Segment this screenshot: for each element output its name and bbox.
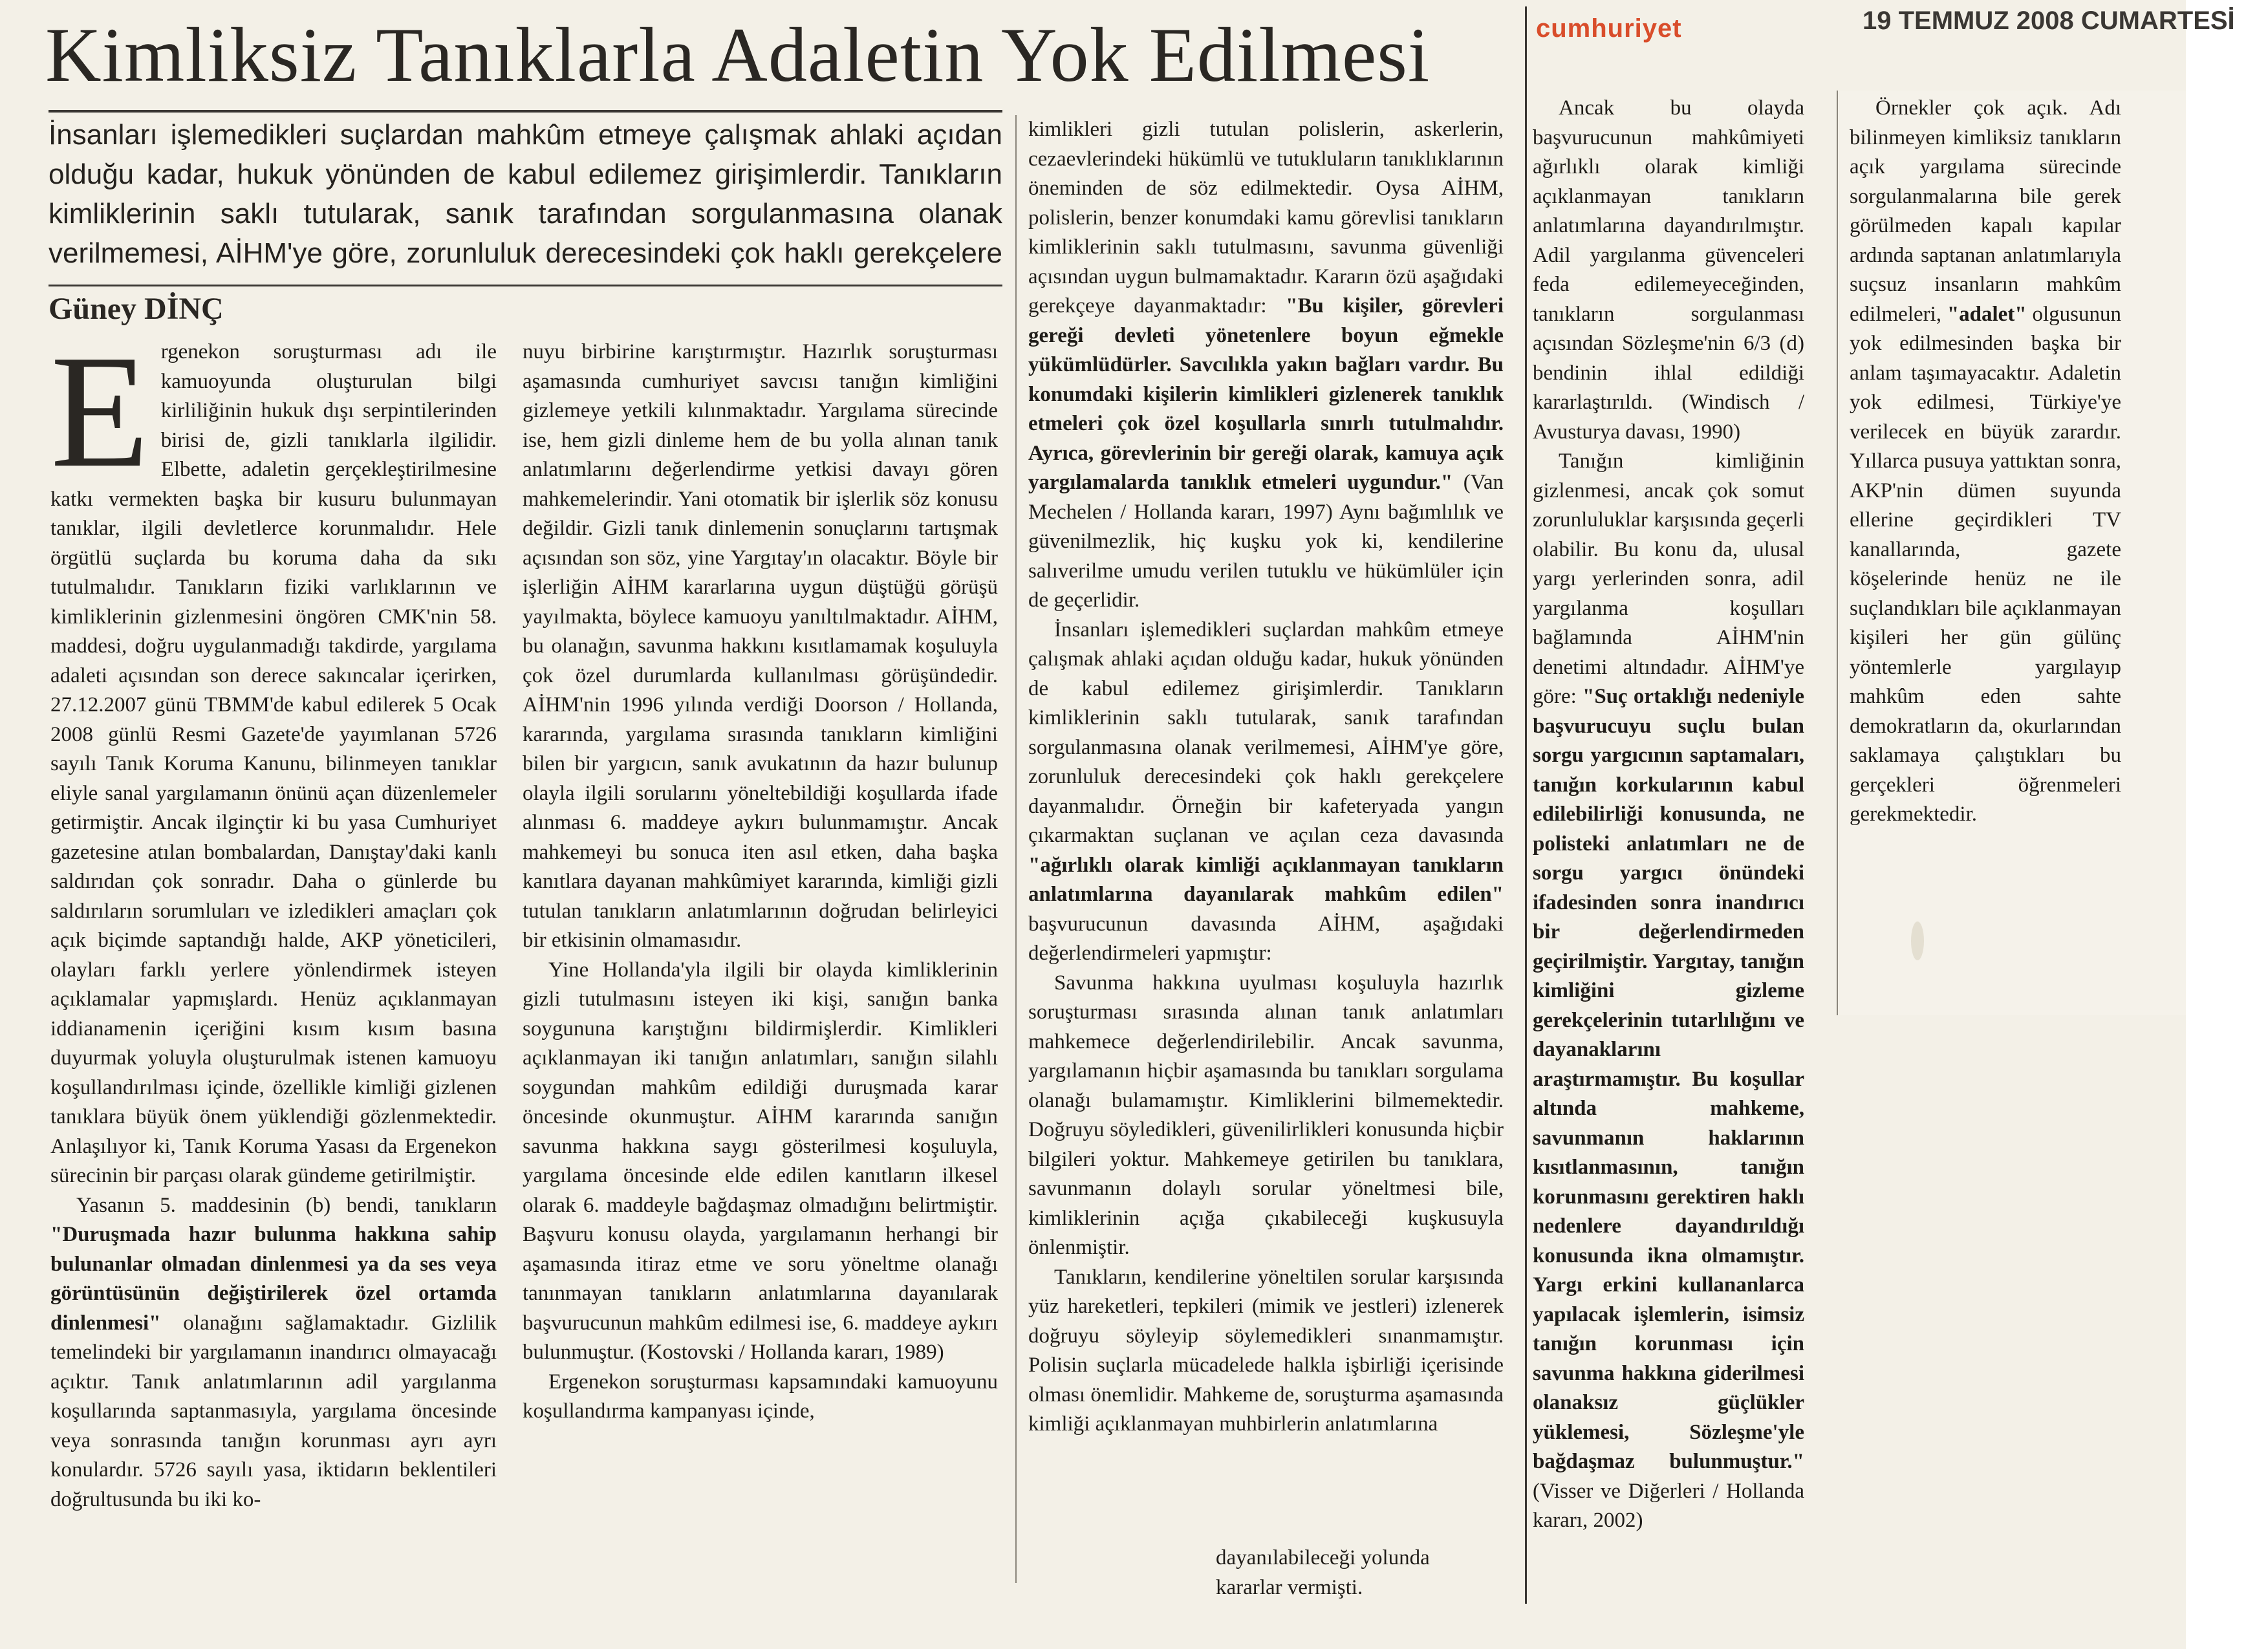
paragraph	[50, 1191, 497, 1515]
paper-smudge	[1911, 921, 1924, 960]
column-divider	[1837, 91, 1838, 1015]
paragraph-text: (Visser ve Diğerleri / Hollanda kararı, 2002)	[1533, 1479, 1804, 1532]
author-byline: Güney DİNÇ	[49, 292, 224, 326]
paragraph	[1850, 94, 2121, 830]
text-column-3	[1028, 115, 1504, 1538]
paragraph: nuyu birbirine karıştırmıştır. Hazırlık soruşturması aşamasında cumhuriyet savcısı tanığın kimliğini gizlemeye yetkili kılınmaktadır. Yargılama sürecinde ise, hem gizli dinleme hem de bu yolla alınan tanık anlatımlarını değerlendirme yetkisi davayı gören mahkemelerindir. Yani otomatik bir işlerlik söz konusu değildir. Gizli tanık dinlemenin sonuçlarını tartışmak açısından son söz, yine Yargıtay'ın olacaktır. Böyle bir işlerliğin AİHM kararlarına uygun düştüğü görüşü yayılmakta, böylece kamuoyu yanıltılmaktadır. AİHM, bu olanağın, savunma hakkını kısıtlamamak koşuluyla çok özel durumlarda kullanılması görüşündedir. AİHM'nin 1996 yılında verdiği Doorson / Hollanda, kararında, yargılama sırasında tanıkların kimliğini bilen bir yargıcın, sanık avukatının da hazır bulunup olayla ilgili sorularını yöneltebildiği koşullarda ifade alınması 6. maddeye aykırı bulunmamıştır. Ancak mahkemeyi bu sonuca iten asıl etken, daha başka kanıtlara dayanan mahkûmiyet kararında, kimliği gizli tutulan tanıkların anlatımlarının doğrudan belirleyici bir etkisinin olmamasıdır.	[523, 340, 998, 952]
column-divider	[1015, 115, 1017, 1583]
paragraph: Savunma hakkına uyulması koşuluyla hazırlık soruşturması sırasında alınan tanık anlatımları mahkemece değerlendirilebilir. Ancak savunma, yargılamanın hiçbir aşamasında bu tanıkları sorgulama olanağı bulamamıştır. Kimliklerini bilmemektedir. Doğruyu söyledikleri, güvenilirlikleri konusunda hiçbir bilgileri yoktur. Mahkemeye getirilen bu tanıklara, savunmanın dolaylı sorular yöneltmesi bile, kimliklerinin açığa çıkabileceği kuşkusuyla önlenmiştir.	[1028, 971, 1504, 1259]
paragraph: Yine Hollanda'yla ilgili bir olayda kimliklerinin gizli tutulmasını isteyen iki kişi, sanığın banka soygununa karıştığını bildirmişlerdir. Kimlikleri açıklanmayan iki tanığın anlatımları, sanığın silahlı soygundan mahkûm edildiği duruşmada karar öncesinde okunmuştur. AİHM kararında sanığın savunma hakkına saygı gösterilmesi koşuluyla, yargılama öncesinde elde edilen kanıtların ilkesel olarak 6. maddeyle bağdaşmaz olmadığını belirtmiştir. Başvuru konusu olayda, yargılamanın herhangi bir aşamasında itiraz etme ve soru yöneltme olanağı tanınmayan tanıkların anlatımlarına dayanılarak başvurucunun mahkûm edilmesi ise, 6. maddeye aykırı bulunmuştur. (Kostovski / Hollanda kararı, 1989)	[523, 958, 998, 1364]
paragraph-text: rgenekon soruşturması adı ile kamuoyunda oluşturulan bilgi kirliliğinin hukuk dışı serpintilerinden birisi de, gizli tanıklarla ilgilidir. Elbette, adaletin gerçekleştirilmesine katkı vermekten başka bir kusuru bulunmayan tanıklar, ilgili devletlerce korunmalıdır. Hele örgütlü suçlarda bu koruma daha da sıkı tutulmalıdır. Tanıkların fiziki varlıklarının ve kimliklerinin gizlenmesini öngören CMK'nin 58. maddesi, doğru uygulanmadığı takdirde, yargılama adaleti açısından son derece sakıncalar içerirken, 27.12.2007 günü TBMM'de kabul edilerek 5 Ocak 2008 günlü Resmi Gazete'de yayımlanan 5726 sayılı Tanık Koruma Kanunu, bilinmeyen tanıklar eliyle sanal yargılamanın önünü açan düzenlemeler getirmiştir. Ancak ilginçtir ki bu yasa Cumhuriyet gazetesine atılan bombalardan, Danıştay'daki kanlı saldırıdan çok sonradır. Daha o günlerde bu saldırıların sorumluları ve izledikleri amaçları çok açık biçimde saptandığı halde, AKP yöneticileri, olayları farklı yerlere yönlendirmek isteyen açıklamalar yapmışlardı. Henüz açıklanmayan iddianamenin içeriğini kısım kısım basına duyurmak yoluyla oluşturulmak istenen kamuoyu koşullandırılması içinde, özellikle kimliği gizlenen tanıklara büyük önem yüklendiği gözlenmektedir. Anlaşılıyor ki, Tanık Koruma Yasası da Ergenekon sürecinin bir parçası olarak gündeme getirilmiştir.	[50, 340, 497, 1187]
paragraph: Ancak bu olayda başvurucunun mahkûmiyeti ağırlıklı olarak kimliği açıklanmayan tanıkların anlatımlarına dayandırılmıştır. Adil yargılanma güvenceleri feda edilemeyeceğinden, tanıkların sorgulanması açısından Sözleşme'nin 6/3 (d) bendinin ihlal edildiği kararlaştırıldı. (Windisch / Avusturya davası, 1990)	[1533, 96, 1804, 444]
article-headline: Kimliksiz Tanıklarla Adaletin Yok Edilmesi	[45, 12, 1431, 98]
paragraph	[1533, 447, 1804, 1536]
text-column-5	[1850, 94, 2121, 889]
paragraph	[1028, 115, 1504, 616]
paragraph	[1028, 616, 1504, 969]
paragraph	[50, 338, 497, 1191]
paragraph: dayanılabileceği yolunda kararlar vermişti.	[1216, 1546, 1430, 1599]
paragraph-text: Tanığın kimliğinin gizlenmesi, ancak çok somut zorunluluklar karşısında geçerli olabilir. Bu konu da, ulusal yargı yerlerinden sonra, adil yargılanma koşulları bağlamında AİHM'nin denetimi altındadır. AİHM'ye göre:	[1533, 449, 1804, 708]
paragraph: Ergenekon soruşturması kapsamındaki kamuoyunu koşullandırma kampanyası içinde,	[523, 1370, 998, 1423]
text-column-4	[1533, 94, 1804, 1600]
paragraph-text: kimlikleri gizli tutulan polislerin, askerlerin, cezaevlerindeki hükümlü ve tutukluların tanıklıklarının öneminden de söz edilmektedir. Oysa AİHM, polislerin, benzer konumdaki kamu görevlisi tanıkların kimliklerinin saklı tutulmasını, savunma güvenliği açısından uygun bulmamaktadır. Kararın özü aşağıdaki gerekçeye dayanmaktadır:	[1028, 118, 1504, 318]
paragraph-text: olanağını sağlamaktadır. Gizlilik temelindeki bir yargılamanın inandırıcı olmayacağı açıktır. Tanık anlatımlarının adil yargılanma koşullarında saptanmasıyla, yargılama öncesinde veya sonrasında tanığın korunması ayrı ayrı konulardır. 5726 sayılı yasa, iktidarın beklentileri doğrultusunda bu iki ko-	[50, 1311, 497, 1511]
issue-date: 19 TEMMUZ 2008 CUMARTESİ	[1863, 6, 2235, 35]
newspaper-logo: cumhuriyet	[1536, 14, 1682, 43]
paragraph-text: başvurucunun davasında AİHM, aşağıdaki değerlendirmeleri yapmıştır:	[1028, 912, 1504, 965]
paragraph-text: Örnekler çok açık. Adı bilinmeyen kimliksiz tanıkların açık yargılama sürecinde sorgulanmalarına bile gerek görülmeden kapalı kapılar ardında saptanan anlatımlarıyla suçsuz insanların mahkûm edilmeleri,	[1850, 96, 2121, 326]
lead-rule	[49, 285, 1002, 286]
quote-bold: "ağırlıklı olarak kimliği açıklanmayan tanıkların anlatımlarına dayanılarak mahkûm edilen"	[1028, 853, 1504, 906]
quote-bold: "adalet"	[1947, 302, 2027, 326]
quote-bold: "Suç ortaklığı nedeniyle başvurucuyu suçlu bulan sorgu yargıcının saptamaları, tanığın korkularının kabul edilebilirliği konusunda, ne polisteki anlatımları ne de sorgu yargıcı önündeki ifadesinden sonra inandırıcı bir değerlendirmeden geçirilmiştir. Yargıtay, tanığın kimliğini gizleme gerekçelerinin tutarlılığını ve dayanaklarını araştırmamıştır. Bu koşullar altında mahkeme, savunmanın haklarının kısıtlanmasının, tanığın korunmasını gerektiren haklı nedenlere dayandırıldığı konusunda ikna olmamıştır. Yargı erkini kullananlarca yapılacak işlemlerin, isimsiz tanığın korunması için savunma hakkına giderilmesi olanaksız güçlükler yüklemesi, Sözleşme'yle bağdaşmaz bulunmuştur."	[1533, 685, 1804, 1473]
paragraph-text: İnsanları işlemedikleri suçlardan mahkûm etmeye çalışmak ahlaki açıdan olduğu kadar, hukuk yönünden de kabul edilemez girişimlerdir. Tanıkların kimliklerinin saklı tutularak, sanık tarafından sorgulanmasına olanak verilmemesi, AİHM'ye göre, zorunluluk derecesindeki çok haklı gerekçelere dayanmalıdır. Örneğin bir kafeteryada yangın çıkarmaktan suçlanan ve açılan ceza davasında	[1028, 618, 1504, 847]
article-lead: İnsanları işlemedikleri suçlardan mahkûm etmeye çalışmak ahlaki açıdan olduğu kadar, hukuk yönünden de kabul edilemez girişimlerdir. Tanıkların kimliklerinin saklı tutularak, sanık tarafından sorgulanmasına olanak verilmemesi, AİHM'ye göre, zorunluluk derecesindeki çok haklı gerekçelere	[49, 119, 1002, 269]
paragraph-text: Yasanın 5. maddesinin (b) bendi, tanıkların	[76, 1193, 497, 1217]
headline-rule	[49, 110, 1002, 113]
text-column-1	[50, 338, 497, 1540]
paragraph: Tanıkların, kendilerine yöneltilen sorular karşısında yüz hareketleri, tepkileri (mimik ve jestleri) izlenerek doğruyu söyleyip söylemedikleri sınanmamıştır. Polisin suçlarla mücadelede halkla işbirliği içerisinde olması önemlidir. Mahkeme de, soruşturma aşamasında kimliği açıklanmayan muhbirlerin anlatımlarına	[1028, 1265, 1504, 1436]
drop-cap: E	[50, 338, 149, 501]
quote-bold: "Duruşmada hazır bulunma hakkına sahip bulunanlar olmadan dinlenmesi ya da ses veya görüntüsünün değiştirilerek özel ortamda dinlenmesi"	[50, 1223, 497, 1335]
quote-bold: "Bu kişiler, görevleri gereği devleti yönetenlere boyun eğmekle yükümlüdürler. Savcılıkla yakın bağları vardır. Bu konumdaki kişilerin kimlikleri gizlenerek tanıklık etmeleri çok özel koşullarla sınırlı tutulmalıdır. Ayrıca, görevlerinin bir gereği olarak, kamuya açık yargılamalarda tanıklık etmeleri uygundur."	[1028, 294, 1504, 494]
text-column-3-tail	[1216, 1544, 1487, 1608]
masthead-divider	[1525, 6, 1527, 1604]
text-column-2	[523, 338, 998, 1540]
paragraph-text: (Van Mechelen / Hollanda kararı, 1997) Aynı bağımlılık ve güvenilmezlik, hiç kuşku yok ki, kendilerine salıverilme umudu verilen tutuklu ve hükümlüler için de geçerlidir.	[1028, 471, 1504, 612]
paragraph-text: olgusunun yok edilmesinden başka bir anlam taşımayacaktır. Adaletin yok edilmesi, Türkiye'ye verilecek en büyük zarardır. Yıllarca pusuya yattıktan sonra, AKP'nin dümen suyunda ellerine geçirdikleri TV kanallarında, gazete köşelerinde henüz ne ile suçlandıkları bile açıklanmayan kişileri her gün gülünç yöntemlerle yargılayıp mahkûm eden sahte demokratların da, okurlarından saklamaya çalıştıkları bu gerçekleri öğrenmeleri gerekmektedir.	[1850, 302, 2121, 826]
